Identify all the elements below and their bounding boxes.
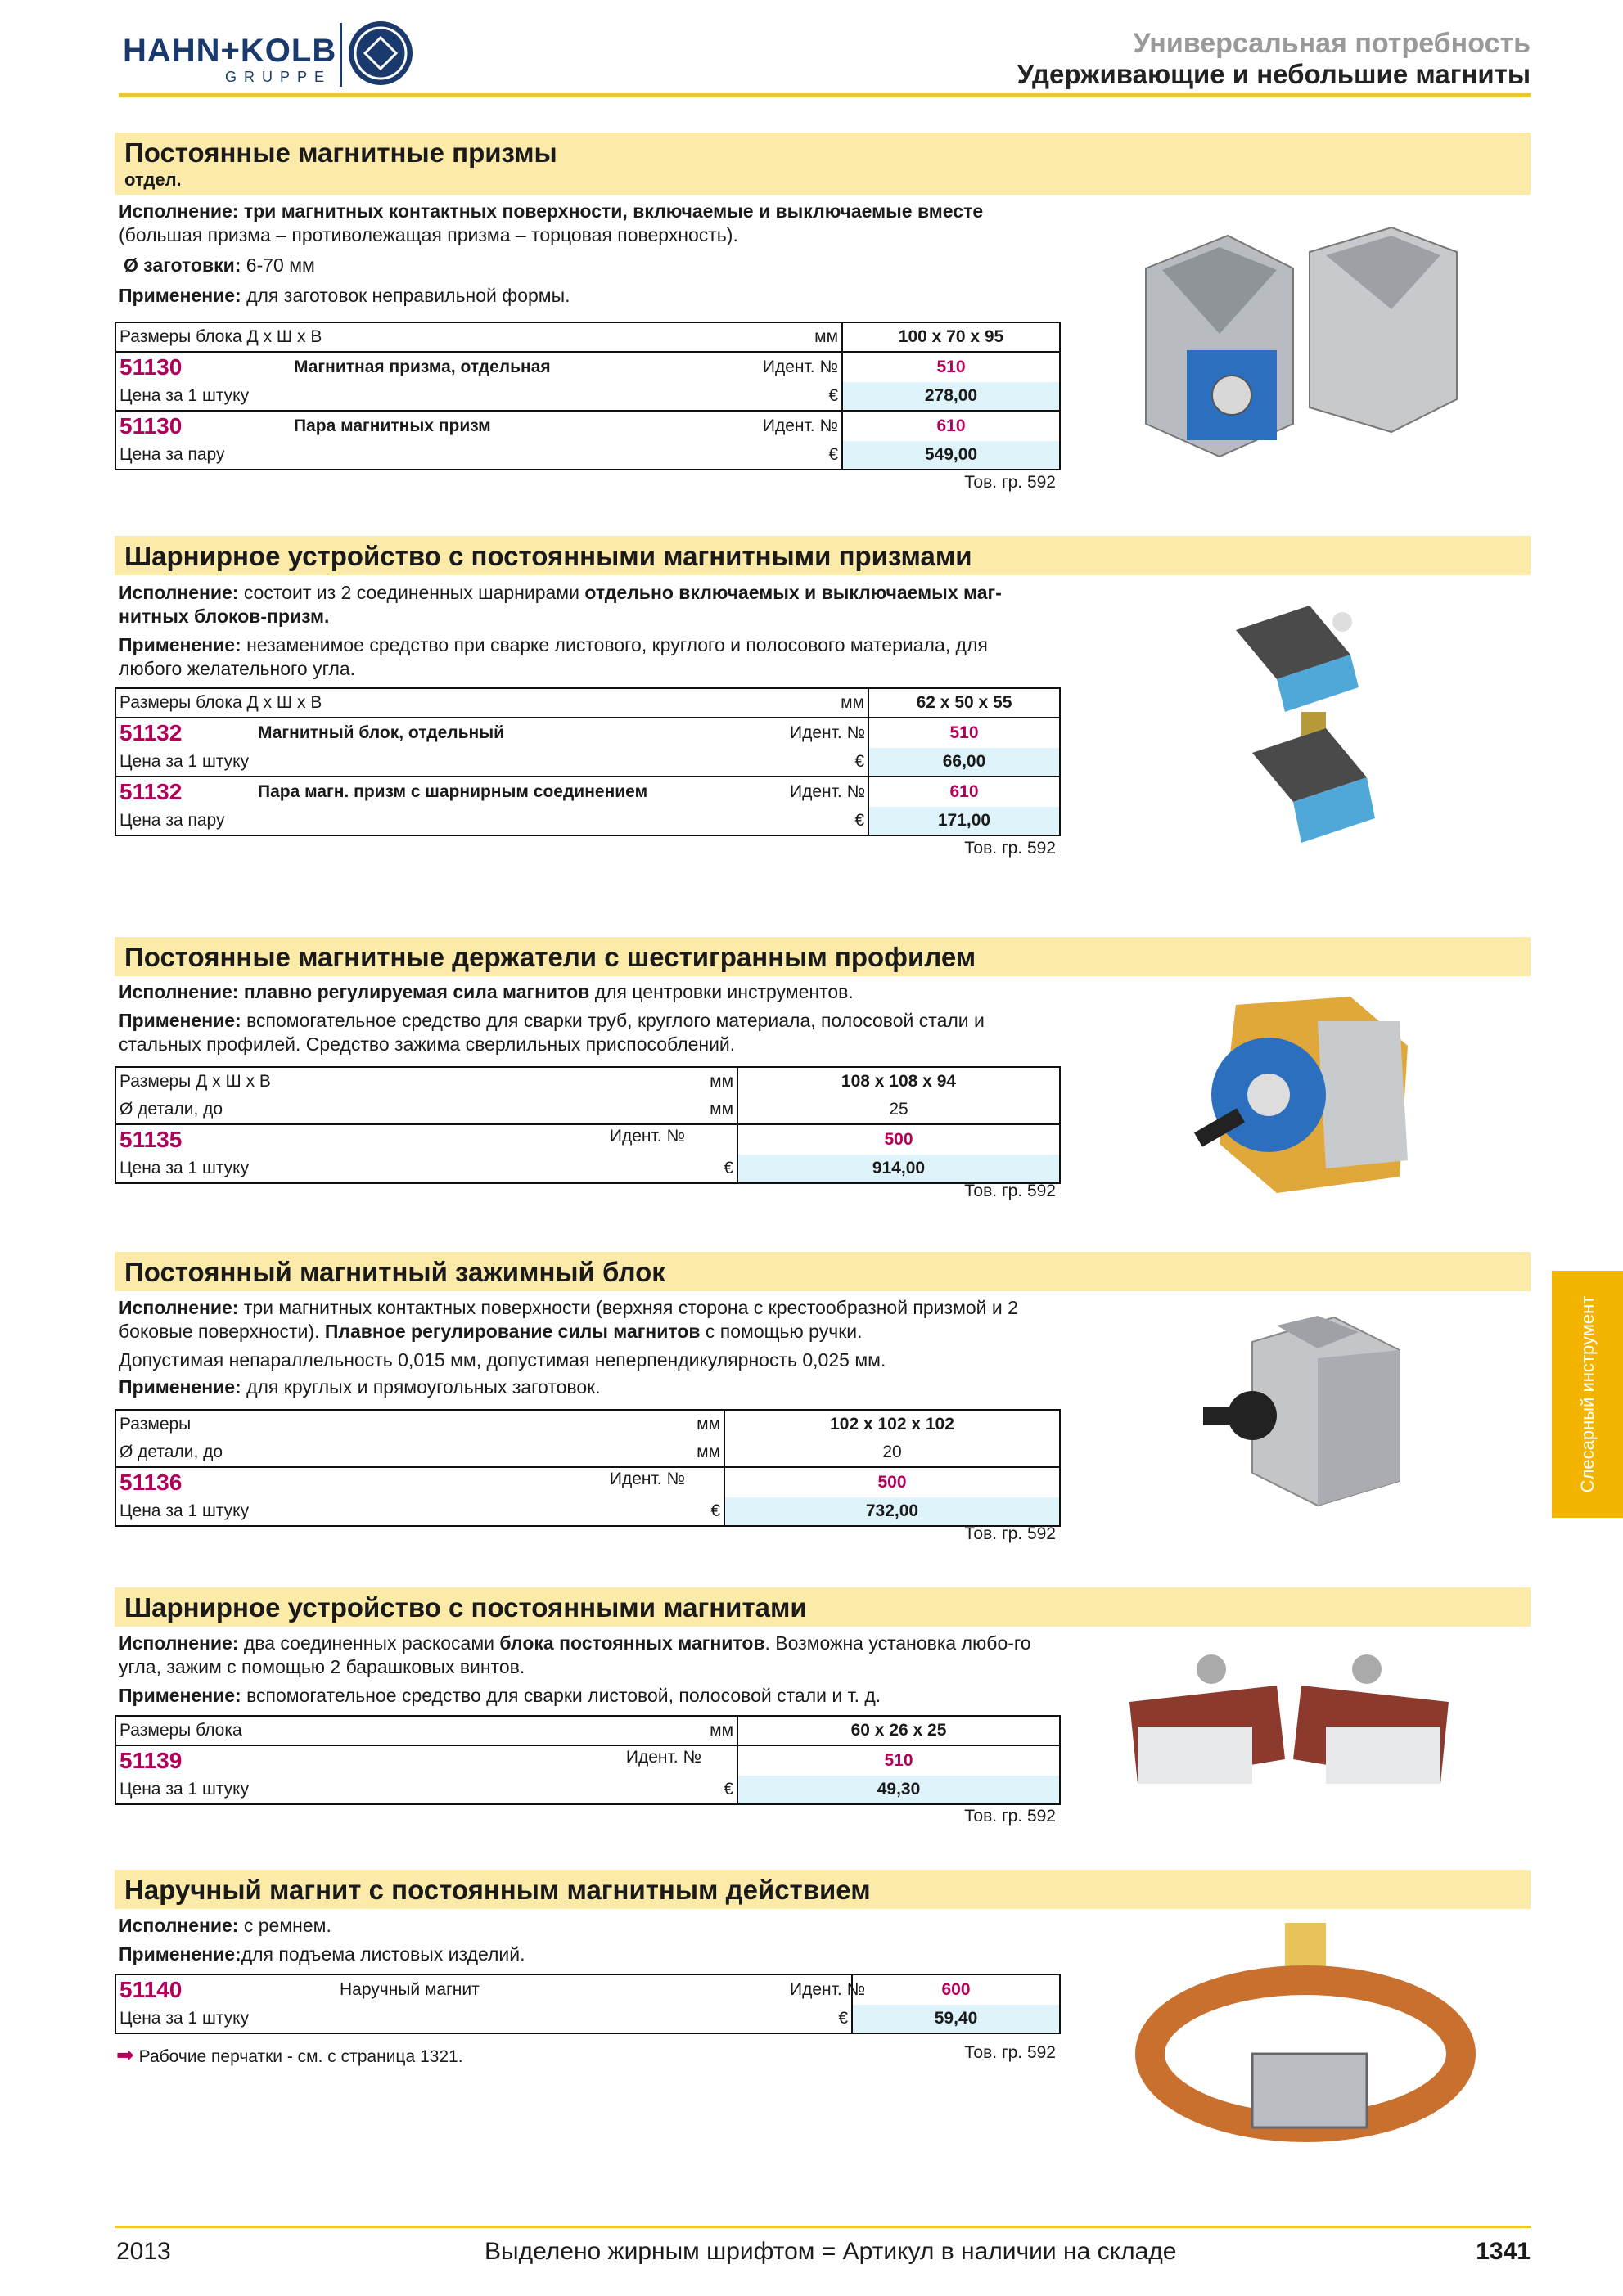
side-tab[interactable]: Слесарный инструмент (1552, 1271, 1623, 1518)
header-rule (119, 93, 1531, 97)
logo-divider (340, 23, 342, 87)
section-note: отдел. (124, 169, 182, 190)
product-group: Тов. гр. 592 (964, 1524, 1056, 1543)
section-description: Исполнение: плавно регулируемая сила магнитов для центровки инструментов. Применение: вспомогательное средство для сварки труб, круглого материала, полосовой стали и стальных профилей. Средство зажима сверлильных приспособлений. (119, 981, 985, 1055)
section-description: Исполнение: три магнитных контактных поверхности, включаемые и выключаемые вместе (большая призма – противолежащая призма – торцовая поверхность). Ø заготовки: 6-70 мм Применение: для заготовок неправильной формы. (119, 200, 984, 306)
page-number: 1341 (1476, 2238, 1531, 2265)
brand-emblem-icon (347, 20, 414, 87)
product-table: Размеры блока Д x Ш x В мм 100 x 70 x 95 51130 Магнитная призма, отдельная Идент. № 510 Цена за 1 штуку € 278,00 51130 Пара магнитных призм Идент. № 610 Цена за пару € 549,00 (115, 322, 1061, 470)
hex-magnetic-holder-image (1187, 988, 1416, 1201)
product-table: Размеры блока мм 60 x 26 x 25 51139 Идент. № 510 Цена за 1 штуку € 49,30 (115, 1715, 1061, 1805)
section-title: Постоянные магнитные призмы (124, 137, 557, 168)
hinged-prism-device-image (1203, 597, 1416, 867)
product-table: Размеры мм 102 x 102 x 102 Ø детали, до мм 20 51136 Идент. № 500 Цена за 1 штуку € 732,00 (115, 1409, 1061, 1527)
magnetic-clamping-block-image (1195, 1309, 1408, 1514)
product-table: Размеры блока Д x Ш x В мм 62 x 50 x 55 51132 Магнитный блок, отдельный Идент. № 510 Цена за 1 штуку € 66,00 51132 Пара магн. призм с шарнирным соединением Идент. № 610 Цена за пару € 171,00 (115, 687, 1061, 836)
page-subcategory: Удерживающие и небольшие магниты (1017, 59, 1531, 89)
article-number[interactable]: 51132 (119, 720, 183, 745)
section-title: Шарнирное устройство с постоянными магнитными призмами (124, 541, 972, 571)
article-number[interactable]: 51130 (119, 354, 183, 380)
product-group: Тов. гр. 592 (964, 1182, 1056, 1200)
product-group: Тов. гр. 592 (964, 1807, 1056, 1826)
product-group: Тов. гр. 592 (964, 473, 1056, 492)
brand-logo: HAHN+KOLB (123, 33, 337, 69)
hinged-magnet-device-image (1121, 1636, 1465, 1817)
section-title: Постоянный магнитный зажимный блок (124, 1257, 665, 1287)
article-number[interactable]: 51132 (119, 779, 183, 804)
article-number[interactable]: 51130 (119, 413, 183, 439)
arrow-right-icon: ➡ (116, 2042, 134, 2067)
section-description: Исполнение: два соединенных раскосами блока постоянных магнитов. Возможна установка любо-го угла, зажим с помощью 2 барашковых винтов. Применение: вспомогательное средство для сварки листовой, полосовой стали и т. д. (119, 1632, 1031, 1706)
page-category: Универсальная потребность (1133, 28, 1531, 59)
footer-note: Выделено жирным шрифтом = Артикул в наличии на складе (485, 2238, 1177, 2265)
article-number[interactable]: 51135 (119, 1127, 183, 1152)
section-description: Исполнение: с ремнем. Применение:для подъема листовых изделий. (119, 1915, 525, 1965)
section-title: Постоянные магнитные держатели с шестигранным профилем (124, 942, 976, 972)
product-table: 51140 Наручный магнит Идент. № 600 Цена за 1 штуку € 59,40 (115, 1974, 1061, 2034)
section-description: Исполнение: состоит из 2 соединенных шарнирами отдельно включаемых и выключаемых маг-нитных блоков-призм. Применение: незаменимое средство при сварке листового, круглого и полосового материала, для любого желательного угла. (119, 582, 1002, 679)
product-group: Тов. гр. 592 (964, 839, 1056, 858)
article-number[interactable]: 51136 (119, 1470, 183, 1495)
cross-reference[interactable]: ➡ Рабочие перчатки - см. с страница 1321. (116, 2042, 463, 2067)
magnetic-prism-image (1129, 219, 1465, 473)
article-number[interactable]: 51140 (119, 1977, 183, 2002)
article-number[interactable]: 51139 (119, 1748, 183, 1773)
product-table: Размеры Д x Ш x В мм 108 x 108 x 94 Ø детали, до мм 25 51135 Идент. № 500 Цена за 1 штуку € 914,00 (115, 1066, 1061, 1184)
footer-rule (115, 2226, 1531, 2228)
brand-subtitle: GRUPPE (225, 69, 332, 85)
section-title: Шарнирное устройство с постоянными магнитами (124, 1592, 807, 1623)
section-description: Исполнение: три магнитных контактных поверхности (верхняя сторона с крестообразной призмой и 2 боковые поверхности). Плавное регулирование силы магнитов с помощью ручки. Допустимая непараллельность 0,015 мм, допустимая неперпендикулярность 0,025 мм. Применение: для круглых и прямоугольных заготовок. (119, 1297, 1018, 1398)
section-title: Наручный магнит с постоянным магнитным действием (124, 1875, 871, 1905)
hand-magnet-image (1138, 1915, 1473, 2168)
product-group: Тов. гр. 592 (964, 2043, 1056, 2062)
footer-year: 2013 (116, 2238, 171, 2265)
